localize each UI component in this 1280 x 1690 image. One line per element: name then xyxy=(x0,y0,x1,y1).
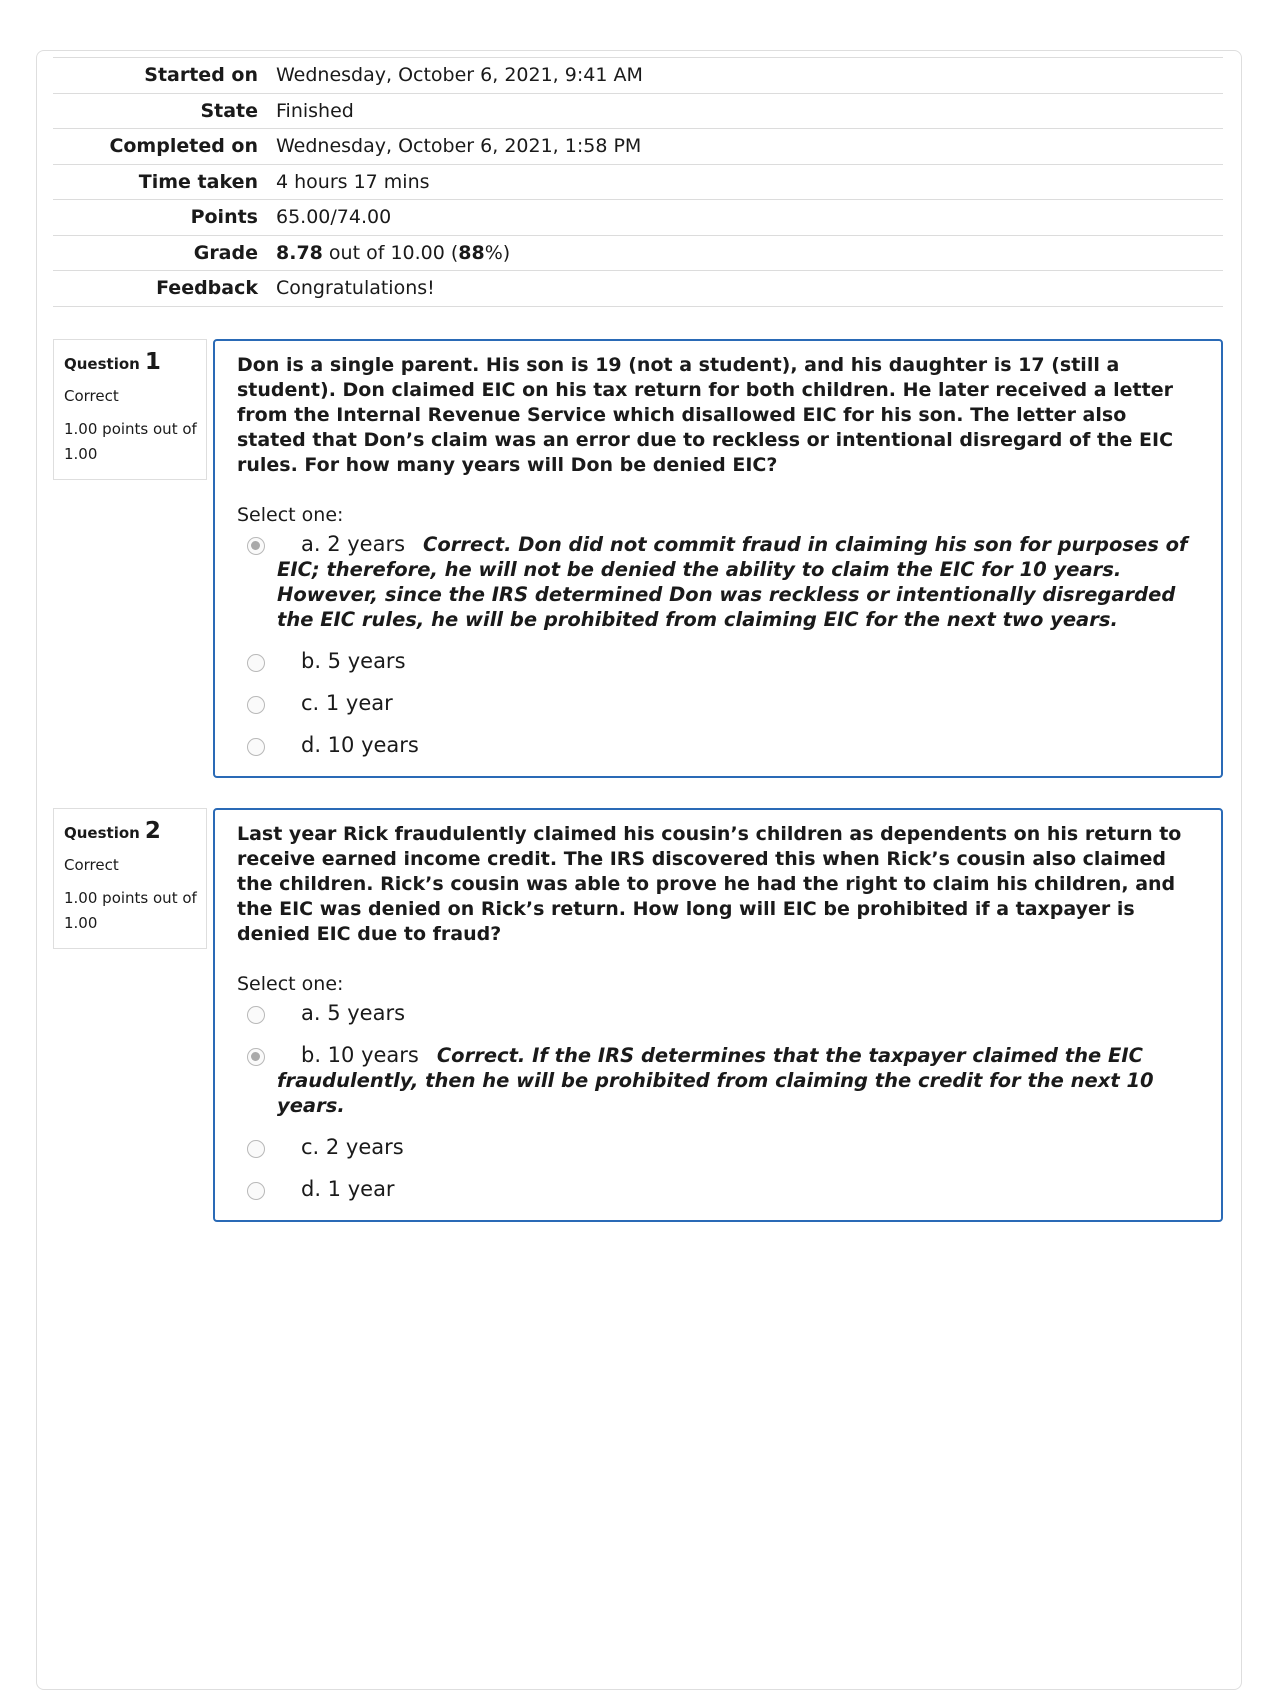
radio-button[interactable] xyxy=(247,1048,265,1066)
answer-options xyxy=(237,532,1199,758)
answer-option-a[interactable] xyxy=(237,532,1199,632)
summary-value: Wednesday, October 6, 2021, 9:41 AM xyxy=(276,64,643,87)
question-grade: 1.00 points out of 1.00 xyxy=(64,420,197,463)
answer-option-c[interactable] xyxy=(237,1135,1199,1160)
answer-options xyxy=(237,1001,1199,1202)
option-label: a. 2 years xyxy=(301,532,406,556)
option-label: d. 1 year xyxy=(301,1177,395,1201)
option-label: c. 1 year xyxy=(301,691,393,715)
radio-button[interactable] xyxy=(247,1182,265,1200)
radio-button[interactable] xyxy=(247,696,265,714)
summary-row-time-taken xyxy=(53,164,1223,200)
question-label: Question xyxy=(64,355,140,373)
question-text: Don is a single parent. His son is 19 (not a student), and his daughter is 17 (still a student). Don claimed EIC on his tax return for both children. He later received a letter from the Internal Revenue Service which disallowed EIC for his son. The letter also stated that Don’s claim was an error due to reckless or intentional disregard of the EIC rules. For how many years will Don be denied EIC? xyxy=(237,354,1174,476)
option-label: d. 10 years xyxy=(301,733,419,757)
grade-close: %) xyxy=(484,241,511,264)
summary-row-started xyxy=(53,58,1223,94)
question-grade: 1.00 points out of 1.00 xyxy=(64,889,197,932)
answer-option-d[interactable] xyxy=(237,1177,1199,1202)
quiz-review-page xyxy=(36,50,1242,1690)
question-text: Last year Rick fraudulently claimed his cousin’s children as dependents on his return to receive earned income credit. The IRS discovered this when Rick’s cousin also claimed the children. Rick’s cousin was able to prove he had the right to claim his children, and the EIC was denied on Rick’s return. How long will EIC be prohibited if a taxpayer is denied EIC due to fraud? xyxy=(237,823,1182,945)
summary-value: 65.00/74.00 xyxy=(276,206,392,229)
summary-label: Time taken xyxy=(138,170,258,193)
grade-score: 8.78 xyxy=(276,241,323,264)
answer-option-a[interactable] xyxy=(237,1001,1199,1026)
question-number xyxy=(64,818,198,844)
answer-option-d[interactable] xyxy=(237,733,1199,758)
summary-label: Feedback xyxy=(156,277,258,300)
summary-row-grade xyxy=(53,235,1223,271)
question-info xyxy=(53,808,207,949)
summary-value: Finished xyxy=(276,99,354,122)
radio-button[interactable] xyxy=(247,537,265,555)
select-one-prompt: Select one: xyxy=(237,973,344,995)
option-label: b. 5 years xyxy=(301,649,406,673)
radio-button[interactable] xyxy=(247,1140,265,1158)
summary-label: Completed on xyxy=(109,135,258,158)
question-state: Correct xyxy=(64,387,119,405)
option-label: b. 10 years xyxy=(301,1043,419,1067)
summary-value: 4 hours 17 mins xyxy=(276,170,430,193)
grade-out-of: out of 10.00 ( xyxy=(322,241,459,264)
summary-value: Congratulations! xyxy=(276,277,435,300)
answer-option-c[interactable] xyxy=(237,691,1199,716)
radio-button[interactable] xyxy=(247,738,265,756)
summary-value xyxy=(276,235,1223,271)
option-label: a. 5 years xyxy=(301,1001,406,1025)
question-info xyxy=(53,339,207,480)
question-number-value: 1 xyxy=(144,349,161,375)
summary-row-feedback xyxy=(53,271,1223,307)
radio-button[interactable] xyxy=(247,654,265,672)
question-content xyxy=(213,808,1223,1222)
summary-row-points xyxy=(53,200,1223,236)
question-label: Question xyxy=(64,824,140,842)
option-feedback: Correct. If the IRS determines that the taxpayer claimed the EIC fraudulently, then he will be prohibited from claiming the credit for the next 10 years. xyxy=(277,1044,1154,1117)
question-number-value: 2 xyxy=(144,818,161,844)
radio-button[interactable] xyxy=(247,1006,265,1024)
question-content xyxy=(213,339,1223,778)
answer-option-b[interactable] xyxy=(237,1043,1199,1118)
summary-label: State xyxy=(200,99,258,122)
summary-row-state xyxy=(53,93,1223,129)
summary-label: Grade xyxy=(193,241,258,264)
summary-value: Wednesday, October 6, 2021, 1:58 PM xyxy=(276,135,642,158)
option-feedback: Correct. Don did not commit fraud in claiming his son for purposes of EIC; therefore, he will not be denied the ability to claim the EIC for 10 years. However, since the IRS determined Don was reckless or intentionally disregarded the EIC rules, he will be prohibited from claiming EIC for the next two years. xyxy=(277,533,1188,631)
question-number xyxy=(64,349,198,375)
summary-label: Points xyxy=(190,206,258,229)
question-state: Correct xyxy=(64,856,119,874)
answer-option-b[interactable] xyxy=(237,649,1199,674)
attempt-summary-table xyxy=(53,57,1223,307)
summary-row-completed xyxy=(53,129,1223,165)
summary-label: Started on xyxy=(144,64,258,87)
option-label: c. 2 years xyxy=(301,1135,404,1159)
select-one-prompt: Select one: xyxy=(237,504,344,526)
grade-percent: 88 xyxy=(458,241,485,264)
